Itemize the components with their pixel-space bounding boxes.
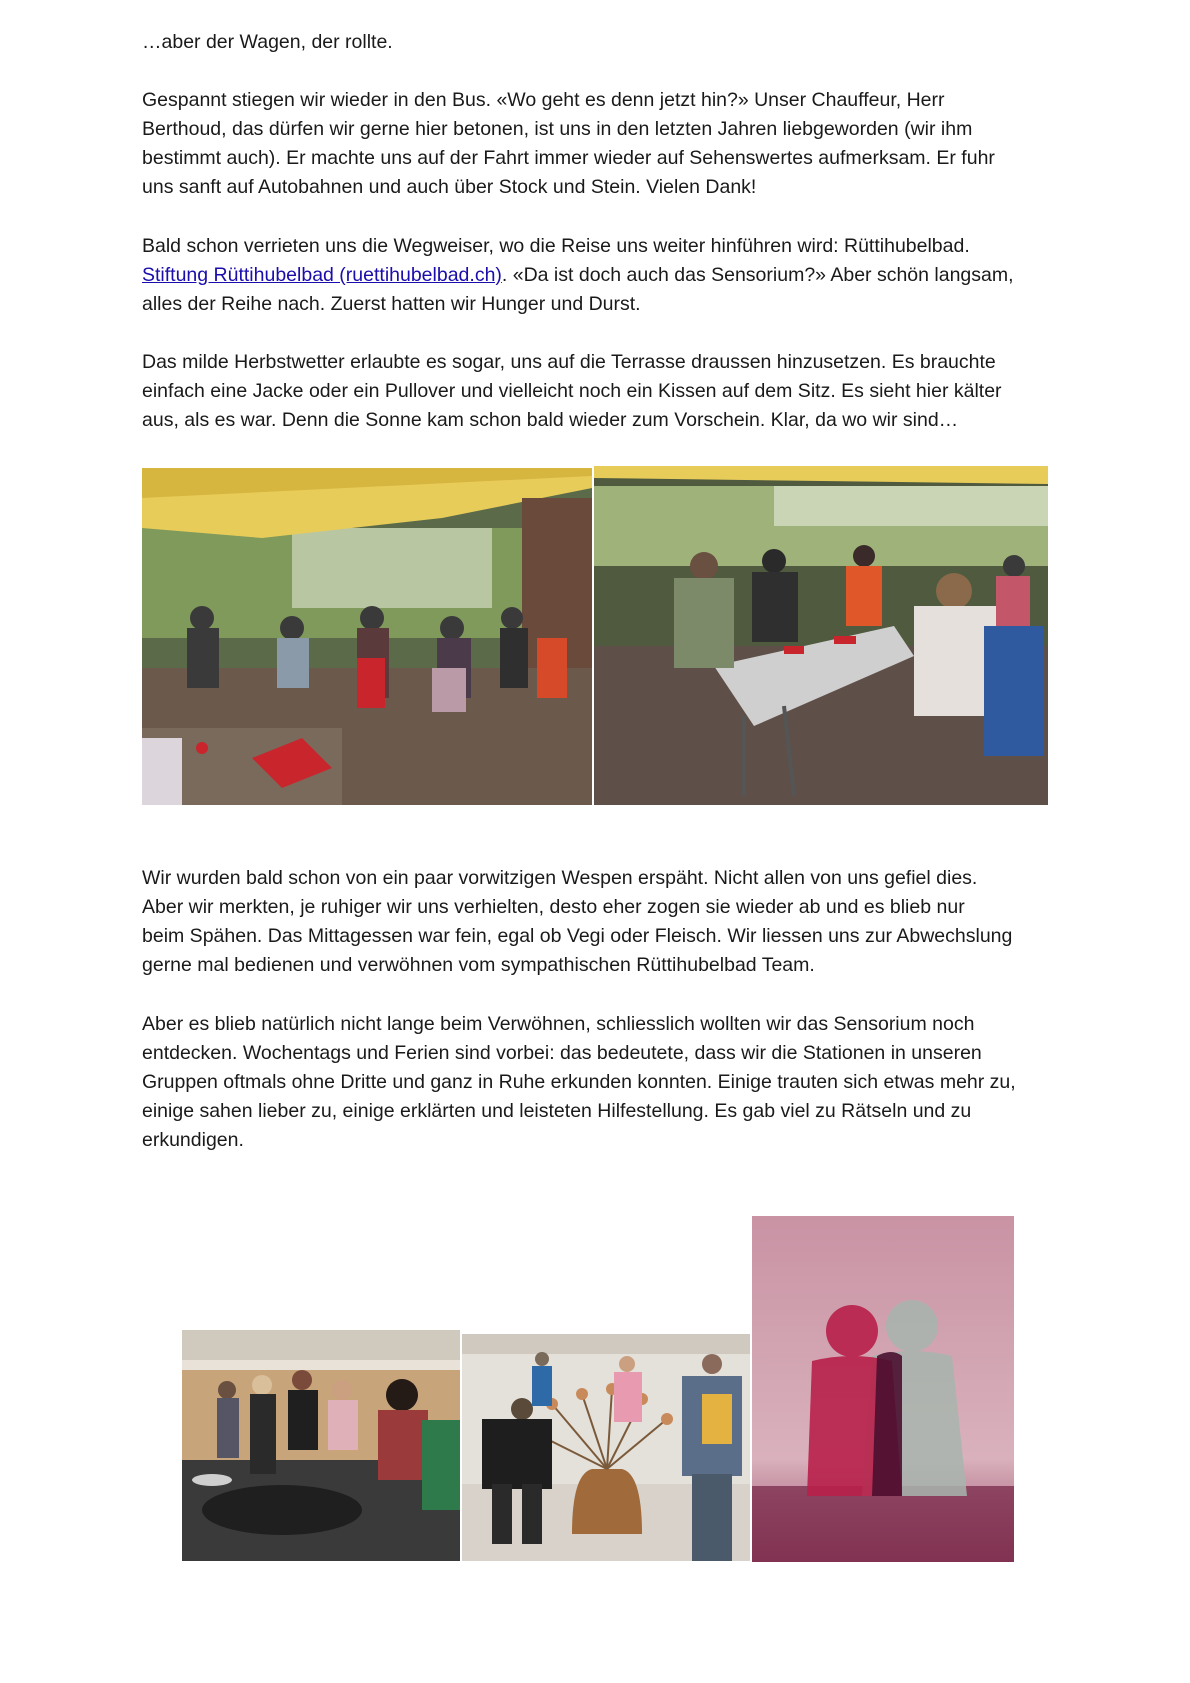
text-line: Bald schon verrieten uns die Wegweiser, wo die Reise uns weiter hinführen wird: Rüttihubelbad.	[142, 235, 970, 257]
paragraph-sensorium	[142, 1010, 1062, 1155]
sensorium-photo-sculpture	[462, 1334, 750, 1561]
text-line: Wir wurden bald schon von ein paar vorwitzigen Wespen erspäht. Nicht allen von uns gefiel dies.	[142, 867, 978, 889]
text-line: Aber es blieb natürlich nicht lange beim Verwöhnen, schliesslich wollten wir das Sensorium noch	[142, 1013, 975, 1035]
text-line: Berthoud, das dürfen wir gerne hier betonen, ist uns in den letzten Jahren liebgeworden (wir ihm	[142, 118, 973, 140]
paragraph-destination	[142, 232, 1062, 319]
text-line: beim Spähen. Das Mittagessen war fein, egal ob Vegi oder Fleisch. Wir liessen uns zur Abwechslung	[142, 925, 1013, 947]
paragraph-bus-ride	[142, 86, 1062, 202]
terrace-photo-right	[594, 466, 1048, 805]
text-fragment: . «Da ist doch auch das Sensorium?» Aber schön langsam,	[501, 264, 1014, 286]
text-line: …aber der Wagen, der rollte.	[142, 31, 393, 53]
text-line: Aber wir merkten, je ruhiger wir uns verhielten, desto eher zogen sie wieder ab und es blieb nur	[142, 896, 965, 918]
text-line: gerne mal bedienen und verwöhnen vom sympathischen Rüttihubelbad Team.	[142, 954, 815, 976]
text-line	[142, 261, 1062, 290]
sensorium-photo-shadows	[752, 1216, 1014, 1562]
text-line: einige sahen lieber zu, einige erklärten und leisteten Hilfestellung. Es gab viel zu Rätseln und zu	[142, 1100, 972, 1122]
terrace-photo-left	[142, 468, 592, 805]
paragraph-terrace	[142, 348, 1062, 435]
ruettihubelbad-link[interactable]: Stiftung Rüttihubelbad (ruettihubelbad.ch)	[142, 264, 502, 286]
text-line: entdecken. Wochentags und Ferien sind vorbei: das bedeutete, dass wir die Stationen in unseren	[142, 1042, 982, 1064]
text-line: Gespannt stiegen wir wieder in den Bus. «Wo geht es denn jetzt hin?» Unser Chauffeur, Herr	[142, 89, 945, 111]
text-line: alles der Reihe nach. Zuerst hatten wir Hunger und Durst.	[142, 293, 641, 315]
text-line: einfach eine Jacke oder ein Pullover und vielleicht noch ein Kissen auf dem Sitz. Es sieht hier kälter	[142, 380, 1002, 402]
paragraph-intro	[142, 28, 1062, 57]
text-line: aus, als es war. Denn die Sonne kam schon bald wieder zum Vorschein. Klar, da wo wir sind…	[142, 409, 959, 431]
text-line: uns sanft auf Autobahnen und auch über Stock und Stein. Vielen Dank!	[142, 176, 757, 198]
sensorium-photo-balance	[182, 1330, 460, 1561]
text-line: bestimmt auch). Er machte uns auf der Fahrt immer wieder auf Sehenswertes aufmerksam. Er fuhr	[142, 147, 995, 169]
text-line: erkundigen.	[142, 1129, 244, 1151]
text-line: Das milde Herbstwetter erlaubte es sogar, uns auf die Terrasse draussen hinzusetzen. Es brauchte	[142, 351, 996, 373]
text-line: Gruppen oftmals ohne Dritte und ganz in Ruhe erkunden konnten. Einige trauten sich etwas mehr zu,	[142, 1071, 1016, 1093]
paragraph-lunch	[142, 864, 1062, 980]
